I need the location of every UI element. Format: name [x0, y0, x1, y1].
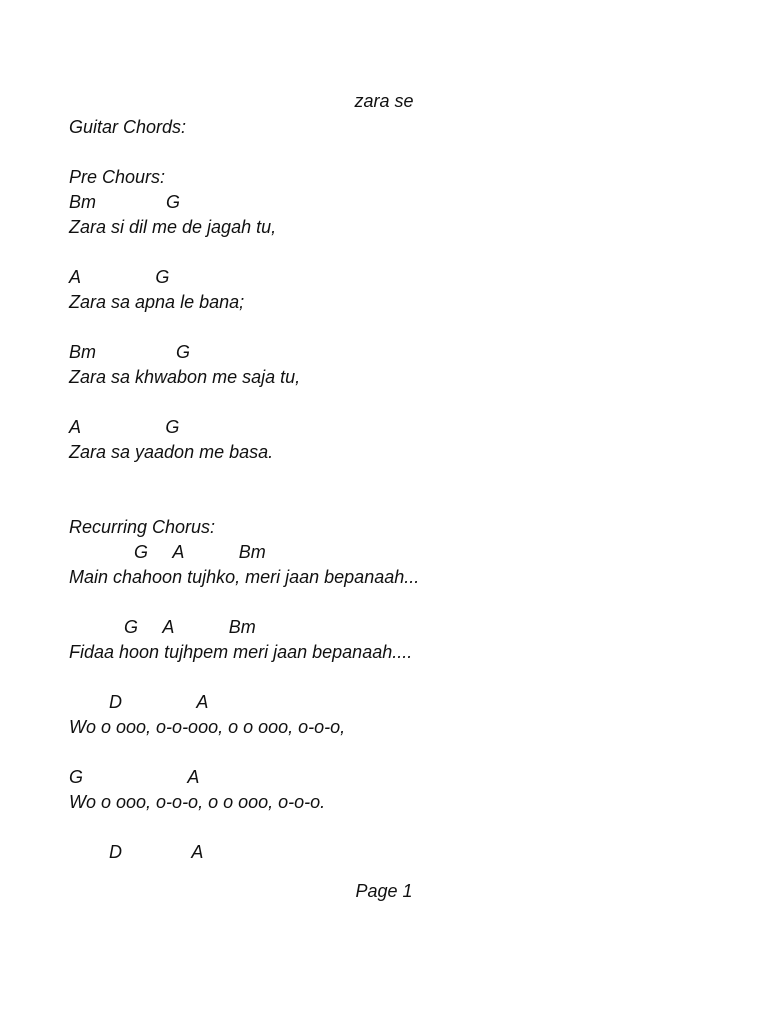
chord-line: Bm G — [69, 342, 191, 362]
chord-line: A G — [69, 267, 170, 287]
chord-line: G A Bm — [69, 542, 266, 562]
sheet-line — [69, 315, 749, 340]
sheet-line — [69, 465, 749, 490]
sheet-line — [69, 140, 749, 165]
sheet-line — [69, 815, 749, 840]
sheet-line — [69, 390, 749, 415]
lyric-line: Zara sa khwabon me saja tu, — [69, 367, 301, 387]
lyric-line: Zara si dil me de jagah tu, — [69, 217, 277, 237]
song-title: zara se — [354, 91, 414, 111]
section-heading: Recurring Chorus: — [69, 517, 216, 537]
sheet-line: Pre Chours: — [69, 167, 166, 187]
sheet-line: Guitar Chords: — [69, 117, 187, 137]
lyric-line: Wo o ooo, o-o-o, o o ooo, o-o-o. — [69, 792, 326, 812]
chord-line: G A — [69, 767, 200, 787]
sheet-line — [69, 490, 749, 515]
chord-line: Bm G — [69, 192, 181, 212]
sheet-line — [69, 240, 749, 265]
sheet-line — [69, 665, 749, 690]
chord-line: D A — [69, 842, 204, 862]
chord-sheet — [69, 115, 749, 865]
sheet-line — [69, 590, 749, 615]
lyric-line: Main chahoon tujhko, meri jaan bepanaah... — [69, 567, 420, 587]
page-number: Page 1 — [355, 881, 413, 901]
chord-line: A G — [69, 417, 180, 437]
chord-line: G A Bm — [69, 617, 256, 637]
sheet-line — [69, 740, 749, 765]
chord-line: D A — [69, 692, 209, 712]
lyric-line: Wo o ooo, o-o-ooo, o o ooo, o-o-o, — [69, 717, 346, 737]
lyric-line: Fidaa hoon tujhpem meri jaan bepanaah.... — [69, 642, 413, 662]
lyric-line: Zara sa apna le bana; — [69, 292, 245, 312]
lyric-line: Zara sa yaadon me basa. — [69, 442, 274, 462]
